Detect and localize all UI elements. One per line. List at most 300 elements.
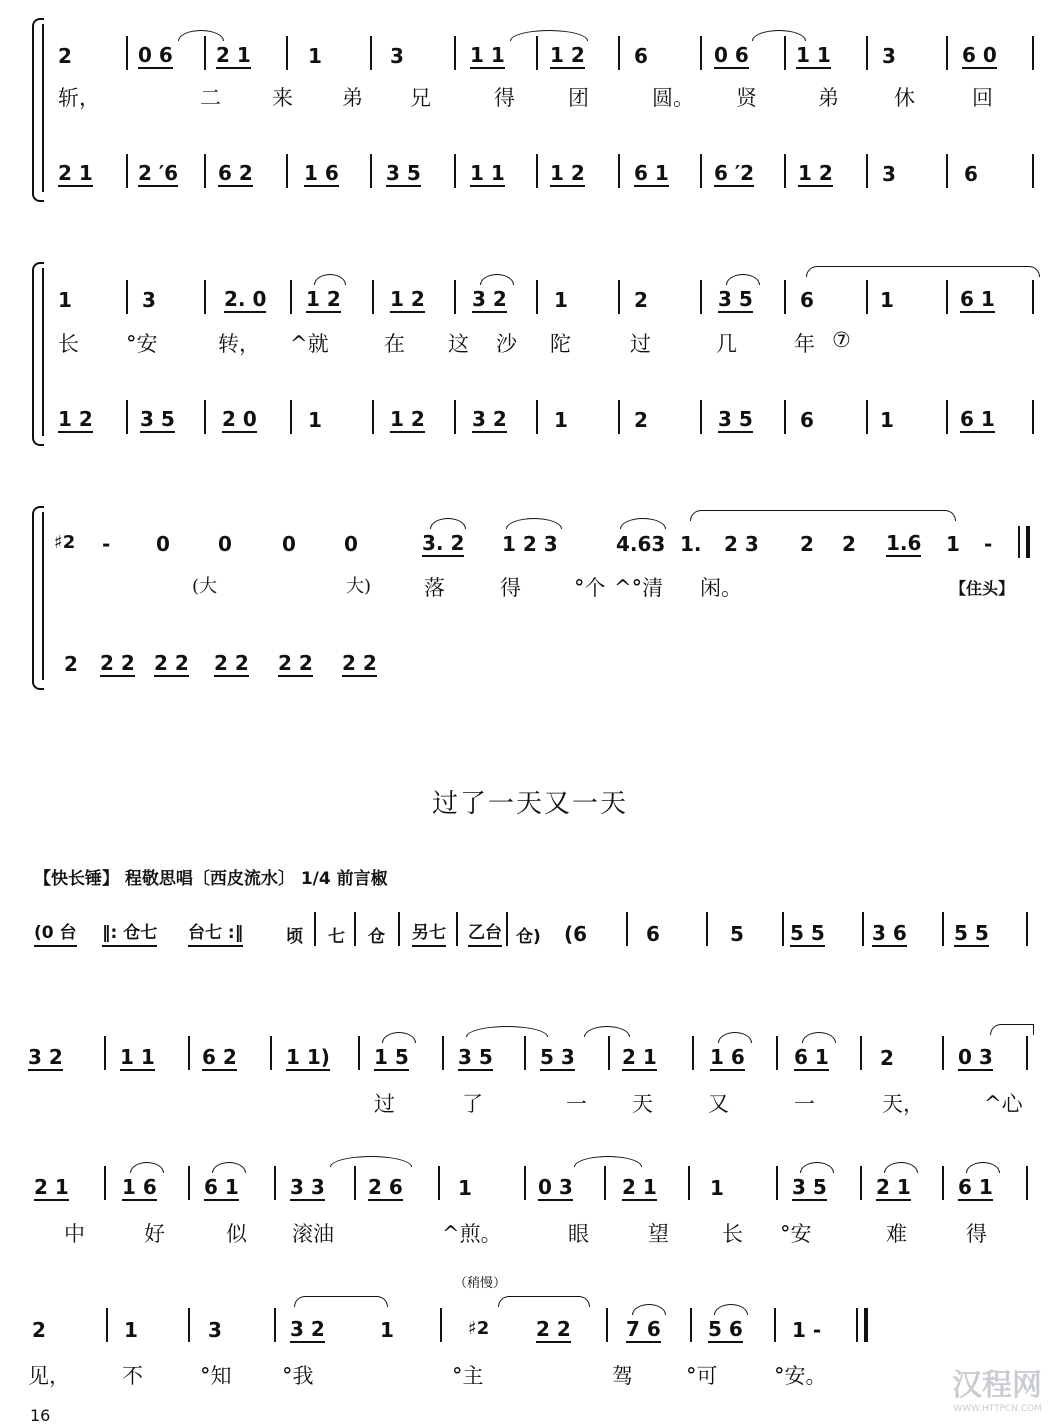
bar-line bbox=[454, 400, 456, 434]
lyric-syllable: °个 bbox=[574, 576, 606, 600]
melody-note: 1 bbox=[58, 288, 72, 312]
bar-line bbox=[126, 280, 128, 314]
bar-line bbox=[784, 36, 786, 70]
melody-note: ♯2 bbox=[54, 532, 76, 553]
slur-mark bbox=[690, 510, 956, 521]
melody-note: - bbox=[984, 532, 993, 556]
bar-line bbox=[946, 280, 948, 314]
melody-note: 2 bbox=[634, 288, 648, 312]
melody-note: 2 1 bbox=[622, 1045, 657, 1069]
melody-note: 2 bbox=[800, 532, 814, 556]
bar-line bbox=[104, 1036, 106, 1070]
melody-note: 6 1 bbox=[204, 1175, 239, 1199]
melody-note: 0 bbox=[344, 532, 358, 556]
melody-note: 1 bbox=[458, 1176, 472, 1200]
melody-note: 3 bbox=[142, 288, 156, 312]
melody-note: 2 1 bbox=[216, 43, 251, 67]
bar-line bbox=[506, 912, 508, 946]
bar-line bbox=[866, 154, 868, 188]
lyric-syllable: 似 bbox=[226, 1222, 247, 1246]
slur-mark bbox=[726, 274, 760, 285]
bar-line bbox=[106, 1308, 108, 1342]
score-system-1 bbox=[28, 18, 1038, 208]
slur-mark bbox=[498, 1296, 590, 1307]
lyric-syllable: 长 bbox=[722, 1222, 743, 1246]
lyric-syllable: 滚油 bbox=[292, 1222, 334, 1246]
lyric-syllable: 好 bbox=[144, 1222, 165, 1246]
lyric-syllable: 这 bbox=[448, 332, 469, 356]
melody-note: (6 bbox=[564, 922, 588, 946]
lyric-syllable: ^°清 bbox=[614, 576, 664, 600]
final-double-bar-thin bbox=[1018, 526, 1020, 558]
bar-line bbox=[456, 912, 458, 946]
bar-line bbox=[188, 1308, 190, 1342]
percussion-note: (0 台 bbox=[34, 922, 77, 947]
lyric-syllable: 天 bbox=[632, 1092, 653, 1116]
accomp-note: 6 1 bbox=[960, 407, 995, 431]
bar-line bbox=[774, 1308, 776, 1342]
bar-line bbox=[370, 154, 372, 188]
bar-line bbox=[608, 1036, 610, 1070]
bar-line bbox=[626, 912, 628, 946]
tempo-annotation: （稍慢） bbox=[454, 1276, 507, 1291]
accomp-note: 2 2 bbox=[342, 651, 377, 675]
melody-note: 1.6 bbox=[886, 531, 922, 555]
melody-note: ♯2 bbox=[468, 1318, 490, 1339]
accomp-note: 2 2 bbox=[100, 651, 135, 675]
slur-mark bbox=[506, 518, 562, 529]
score-system-2 bbox=[28, 262, 1038, 452]
melody-note: 6 bbox=[646, 922, 660, 946]
melody-note: 6 1 bbox=[958, 1175, 993, 1199]
bar-line bbox=[618, 280, 620, 314]
bar-line bbox=[370, 36, 372, 70]
lyric-syllable: 回 bbox=[972, 86, 993, 110]
percussion-note: 台七 :‖ bbox=[188, 922, 243, 947]
bar-line bbox=[866, 36, 868, 70]
lyric-syllable: 贤 bbox=[736, 86, 757, 110]
melody-note: 2 3 bbox=[724, 532, 759, 556]
bar-line bbox=[618, 36, 620, 70]
melody-note: 7 6 bbox=[626, 1317, 661, 1341]
slur-mark bbox=[752, 30, 806, 41]
percussion-note: 顷 bbox=[286, 927, 303, 947]
accomp-note: 6 ′2 bbox=[714, 161, 755, 185]
lyric-syllable: 在 bbox=[384, 332, 405, 356]
watermark-url: WWW.HTTPCN.COM bbox=[953, 1404, 1042, 1414]
lyric-syllable: 转， bbox=[218, 332, 260, 356]
melody-note: 0 bbox=[282, 532, 296, 556]
bar-line bbox=[860, 1036, 862, 1070]
lyric-syllable: 过 bbox=[630, 332, 651, 356]
melody-note: 0 3 bbox=[958, 1045, 993, 1069]
melody-note: 5 3 bbox=[540, 1045, 575, 1069]
bar-line bbox=[946, 400, 948, 434]
lyric-syllable: ^就 bbox=[290, 332, 329, 356]
final-double-bar bbox=[1026, 526, 1030, 558]
page-number: 16 bbox=[30, 1406, 51, 1425]
bar-line bbox=[398, 912, 400, 946]
lyric-syllable: 弟 bbox=[342, 86, 363, 110]
bar-line bbox=[372, 280, 374, 314]
song-header: 【快长锤】 程敬思唱〔西皮流水〕 1/4 前言椒 bbox=[34, 869, 388, 889]
lyric-syllable: ^煎。 bbox=[442, 1222, 502, 1246]
bar-line bbox=[126, 36, 128, 70]
accomp-note: 1 bbox=[308, 408, 322, 432]
bar-line bbox=[1026, 1036, 1028, 1070]
system-brace-line bbox=[42, 268, 44, 436]
melody-note: 0 bbox=[218, 532, 232, 556]
lyric-syllable: 中 bbox=[64, 1222, 85, 1246]
bar-line bbox=[274, 1166, 276, 1200]
bar-line bbox=[1026, 1166, 1028, 1200]
melody-note: 1 - bbox=[792, 1318, 822, 1342]
bar-line bbox=[942, 912, 944, 946]
score-line-3 bbox=[28, 1176, 1038, 1256]
accomp-note: 1 1 bbox=[470, 161, 505, 185]
melody-note: 1 2 bbox=[550, 43, 585, 67]
melody-note: 1 1) bbox=[286, 1045, 330, 1069]
bar-line bbox=[274, 1308, 276, 1342]
melody-note: 2 bbox=[32, 1318, 46, 1342]
bar-line bbox=[442, 1036, 444, 1070]
melody-note: 1 bbox=[710, 1176, 724, 1200]
bar-line bbox=[946, 154, 948, 188]
bar-line bbox=[862, 912, 864, 946]
percussion-note: 仓) bbox=[516, 927, 541, 947]
bar-line bbox=[618, 400, 620, 434]
melody-note: 2 bbox=[842, 532, 856, 556]
slur-mark bbox=[806, 266, 1040, 277]
melody-note: 2 1 bbox=[622, 1175, 657, 1199]
melody-note: 0 3 bbox=[538, 1175, 573, 1199]
melody-note: 0 bbox=[156, 532, 170, 556]
bar-line bbox=[536, 280, 538, 314]
melody-note: 3. 2 bbox=[422, 531, 465, 555]
slur-mark bbox=[314, 274, 346, 285]
melody-note: 1 bbox=[946, 532, 960, 556]
accomp-note: 6 1 bbox=[634, 161, 669, 185]
slur-mark bbox=[480, 274, 514, 285]
score-line-1 bbox=[28, 922, 1038, 962]
bar-line bbox=[700, 280, 702, 314]
melody-note: 5 5 bbox=[954, 921, 989, 945]
melody-note: 3 3 bbox=[290, 1175, 325, 1199]
slur-mark bbox=[430, 518, 466, 529]
bar-line bbox=[1032, 280, 1034, 314]
lyric-syllable: 见， bbox=[28, 1364, 70, 1388]
bar-line bbox=[536, 400, 538, 434]
watermark-logo bbox=[952, 1360, 1042, 1414]
accomp-note: 3 5 bbox=[718, 407, 753, 431]
melody-note: 2 2 bbox=[536, 1317, 571, 1341]
bar-line bbox=[784, 154, 786, 188]
accomp-note: 2 2 bbox=[214, 651, 249, 675]
bar-line bbox=[1026, 912, 1028, 946]
bar-line bbox=[700, 154, 702, 188]
lyric-syllable: 眼 bbox=[568, 1222, 589, 1246]
bar-line bbox=[104, 1166, 106, 1200]
bar-line bbox=[860, 1166, 862, 1200]
melody-note: 6 1 bbox=[794, 1045, 829, 1069]
lyric-syllable: 休 bbox=[894, 86, 915, 110]
melody-note: 3 bbox=[882, 44, 896, 68]
bar-line bbox=[454, 36, 456, 70]
bar-line bbox=[126, 400, 128, 434]
melody-note: 1 bbox=[380, 1318, 394, 1342]
percussion-note: 七 bbox=[328, 927, 345, 947]
melody-note: 1 bbox=[880, 288, 894, 312]
bar-line bbox=[290, 280, 292, 314]
lyric-syllable: 圆。 bbox=[652, 86, 694, 110]
melody-note: 1 6 bbox=[710, 1045, 745, 1069]
melody-note: 1 1 bbox=[796, 43, 831, 67]
melody-note: 1 5 bbox=[374, 1045, 409, 1069]
slur-mark bbox=[584, 1026, 630, 1037]
accomp-note: 1 2 bbox=[798, 161, 833, 185]
bar-line bbox=[688, 1166, 690, 1200]
bar-line bbox=[314, 912, 316, 946]
bar-line bbox=[866, 400, 868, 434]
lyric-syllable: (大 bbox=[192, 576, 218, 597]
lyric-syllable: 兄 bbox=[410, 86, 431, 110]
bar-line bbox=[204, 280, 206, 314]
melody-note: 1 1 bbox=[120, 1045, 155, 1069]
lyric-syllable: 大) bbox=[346, 576, 372, 597]
watermark-text: 汉程网 bbox=[952, 1368, 1042, 1403]
lyric-syllable: 过 bbox=[374, 1092, 395, 1116]
lyric-syllable: 又 bbox=[708, 1092, 729, 1116]
lyric-syllable: 了 bbox=[462, 1092, 483, 1116]
slur-mark bbox=[574, 1156, 642, 1167]
slur-mark bbox=[714, 1304, 748, 1315]
bar-line bbox=[372, 400, 374, 434]
lyric-syllable: 几 bbox=[716, 332, 737, 356]
end-marker: 【住头】 bbox=[950, 579, 1015, 598]
slur-mark bbox=[966, 1162, 1000, 1173]
melody-note: 2 1 bbox=[34, 1175, 69, 1199]
melody-note: 5 6 bbox=[708, 1317, 743, 1341]
slur-mark bbox=[212, 1162, 246, 1173]
accomp-note: 2 2 bbox=[154, 651, 189, 675]
accomp-note: 1 2 bbox=[390, 407, 425, 431]
slur-mark bbox=[800, 1162, 834, 1173]
melody-note: 3 2 bbox=[290, 1317, 325, 1341]
bar-line bbox=[946, 36, 948, 70]
lyric-syllable: 来 bbox=[272, 86, 293, 110]
slur-mark bbox=[718, 1032, 752, 1043]
accomp-note: 3 5 bbox=[140, 407, 175, 431]
lyric-syllable: 弟 bbox=[818, 86, 839, 110]
lyric-syllable: 年 bbox=[794, 332, 815, 356]
system-brace-line bbox=[42, 24, 44, 192]
lyric-syllable: 陀 bbox=[550, 332, 571, 356]
slur-mark bbox=[990, 1024, 1034, 1035]
bar-line bbox=[454, 280, 456, 314]
melody-note: 3 5 bbox=[792, 1175, 827, 1199]
melody-note: 3 2 bbox=[472, 287, 507, 311]
slur-mark bbox=[178, 30, 224, 41]
lyric-syllable: 沙 bbox=[496, 332, 517, 356]
melody-note: 2 1 bbox=[876, 1175, 911, 1199]
bar-line bbox=[270, 1036, 272, 1070]
lyric-syllable: 得 bbox=[500, 576, 521, 600]
slur-mark bbox=[632, 1304, 666, 1315]
melody-note: 3 5 bbox=[718, 287, 753, 311]
lyric-syllable: °我 bbox=[282, 1364, 314, 1388]
slur-mark bbox=[382, 1032, 416, 1043]
bar-line bbox=[204, 400, 206, 434]
final-double-bar-thin bbox=[856, 1308, 858, 1342]
bar-line bbox=[286, 154, 288, 188]
lyric-syllable: 一 bbox=[794, 1092, 815, 1116]
lyric-syllable: 驾 bbox=[612, 1364, 633, 1388]
bar-line bbox=[286, 36, 288, 70]
accomp-note: 6 bbox=[800, 408, 814, 432]
melody-note: 1 bbox=[554, 288, 568, 312]
melody-note: 2 bbox=[58, 44, 72, 68]
accomp-note: 2 bbox=[64, 652, 78, 676]
melody-note: 6 bbox=[634, 44, 648, 68]
slur-mark bbox=[466, 1026, 548, 1037]
melody-note: 1 2 bbox=[306, 287, 341, 311]
bar-line bbox=[866, 280, 868, 314]
slur-mark bbox=[130, 1162, 164, 1173]
lyric-syllable: 得 bbox=[966, 1222, 987, 1246]
slur-mark bbox=[294, 1296, 388, 1307]
melody-note: 1 bbox=[308, 44, 322, 68]
percussion-note: ‖: 仓七 bbox=[102, 922, 157, 947]
melody-note: 5 bbox=[730, 922, 744, 946]
melody-note: 1 bbox=[124, 1318, 138, 1342]
bar-line bbox=[784, 280, 786, 314]
score-line-4 bbox=[28, 1318, 1038, 1398]
bar-line bbox=[782, 912, 784, 946]
lyric-syllable: °可 bbox=[686, 1364, 718, 1388]
bar-line bbox=[440, 1308, 442, 1342]
lyric-syllable: 难 bbox=[886, 1222, 907, 1246]
slur-mark bbox=[620, 518, 666, 529]
bar-line bbox=[1032, 154, 1034, 188]
accomp-note: 1 2 bbox=[58, 407, 93, 431]
melody-note: 1 2 3 bbox=[502, 532, 558, 556]
melody-note: 3 bbox=[390, 44, 404, 68]
melody-note: 3 bbox=[208, 1318, 222, 1342]
melody-note: 3 5 bbox=[458, 1045, 493, 1069]
melody-note: 2 6 bbox=[368, 1175, 403, 1199]
melody-note: 6 0 bbox=[962, 43, 997, 67]
bar-line bbox=[358, 1036, 360, 1070]
bar-line bbox=[700, 36, 702, 70]
bar-line bbox=[700, 400, 702, 434]
bar-line bbox=[606, 1308, 608, 1342]
system-brace-line bbox=[42, 512, 44, 680]
slur-mark bbox=[884, 1162, 918, 1173]
bar-line bbox=[690, 1308, 692, 1342]
lyric-syllable: 天， bbox=[882, 1092, 924, 1116]
melody-note: 6 1 bbox=[960, 287, 995, 311]
lyric-syllable: 二 bbox=[200, 86, 221, 110]
lyric-syllable: 团 bbox=[568, 86, 589, 110]
melody-note: 0 6 bbox=[714, 43, 749, 67]
bar-line bbox=[524, 1166, 526, 1200]
accomp-note: 2 ′6 bbox=[138, 161, 179, 185]
bar-line bbox=[204, 36, 206, 70]
accomp-note: 1 bbox=[554, 408, 568, 432]
lyric-syllable: 斩， bbox=[58, 86, 100, 110]
accomp-note: 2 1 bbox=[58, 161, 93, 185]
bar-line bbox=[1032, 400, 1034, 434]
bar-line bbox=[354, 912, 356, 946]
bar-line bbox=[618, 154, 620, 188]
bar-line bbox=[438, 1166, 440, 1200]
accomp-note: 2 0 bbox=[222, 407, 257, 431]
accomp-note: 1 2 bbox=[550, 161, 585, 185]
bar-line bbox=[188, 1166, 190, 1200]
slur-mark bbox=[330, 1156, 412, 1167]
bar-line bbox=[706, 912, 708, 946]
bar-line bbox=[942, 1166, 944, 1200]
lyric-syllable: 不 bbox=[122, 1364, 143, 1388]
melody-note: 2. 0 bbox=[224, 287, 267, 311]
percussion-note: 另七 bbox=[412, 922, 446, 947]
melody-note: 1. bbox=[680, 532, 702, 556]
song-title: 过了一天又一天 bbox=[431, 789, 628, 819]
accomp-note: 2 bbox=[634, 408, 648, 432]
bar-line bbox=[454, 154, 456, 188]
bar-line bbox=[942, 1036, 944, 1070]
bar-line bbox=[1032, 36, 1034, 70]
lyric-syllable: °安 bbox=[780, 1222, 812, 1246]
accomp-note: 3 2 bbox=[472, 407, 507, 431]
lyric-syllable: 长 bbox=[58, 332, 79, 356]
slur-mark bbox=[510, 30, 588, 41]
lyric-syllable: °安 bbox=[126, 332, 158, 356]
bar-line bbox=[524, 1036, 526, 1070]
bar-line bbox=[188, 1036, 190, 1070]
melody-note: 3 2 bbox=[28, 1045, 63, 1069]
accomp-note: 3 bbox=[882, 162, 896, 186]
bar-line bbox=[354, 1166, 356, 1200]
accomp-note: 1 6 bbox=[304, 161, 339, 185]
bar-line bbox=[776, 1036, 778, 1070]
accomp-note: 6 bbox=[964, 162, 978, 186]
accomp-note: 3 5 bbox=[386, 161, 421, 185]
accomp-note: 2 2 bbox=[278, 651, 313, 675]
lyric-syllable: ⑦ bbox=[832, 328, 851, 352]
score-system-3 bbox=[28, 506, 1038, 696]
melody-note: 0 6 bbox=[138, 43, 173, 67]
bar-line bbox=[536, 36, 538, 70]
lyric-syllable: 闲。 bbox=[700, 576, 742, 600]
melody-note: 5 5 bbox=[790, 921, 825, 945]
melody-note: 1 1 bbox=[470, 43, 505, 67]
bar-line bbox=[784, 400, 786, 434]
bar-line bbox=[290, 400, 292, 434]
slur-mark bbox=[802, 1032, 836, 1043]
bar-line bbox=[536, 154, 538, 188]
bar-line bbox=[204, 154, 206, 188]
melody-note: 6 2 bbox=[202, 1045, 237, 1069]
accomp-note: 6 2 bbox=[218, 161, 253, 185]
percussion-note: 仓 bbox=[368, 927, 385, 947]
score-line-2 bbox=[28, 1046, 1038, 1126]
lyric-syllable: °安。 bbox=[774, 1364, 827, 1388]
melody-note: 4.63 bbox=[616, 532, 666, 556]
melody-note: 1 6 bbox=[122, 1175, 157, 1199]
melody-note: 3 6 bbox=[872, 921, 907, 945]
lyric-syllable: °主 bbox=[452, 1364, 484, 1388]
